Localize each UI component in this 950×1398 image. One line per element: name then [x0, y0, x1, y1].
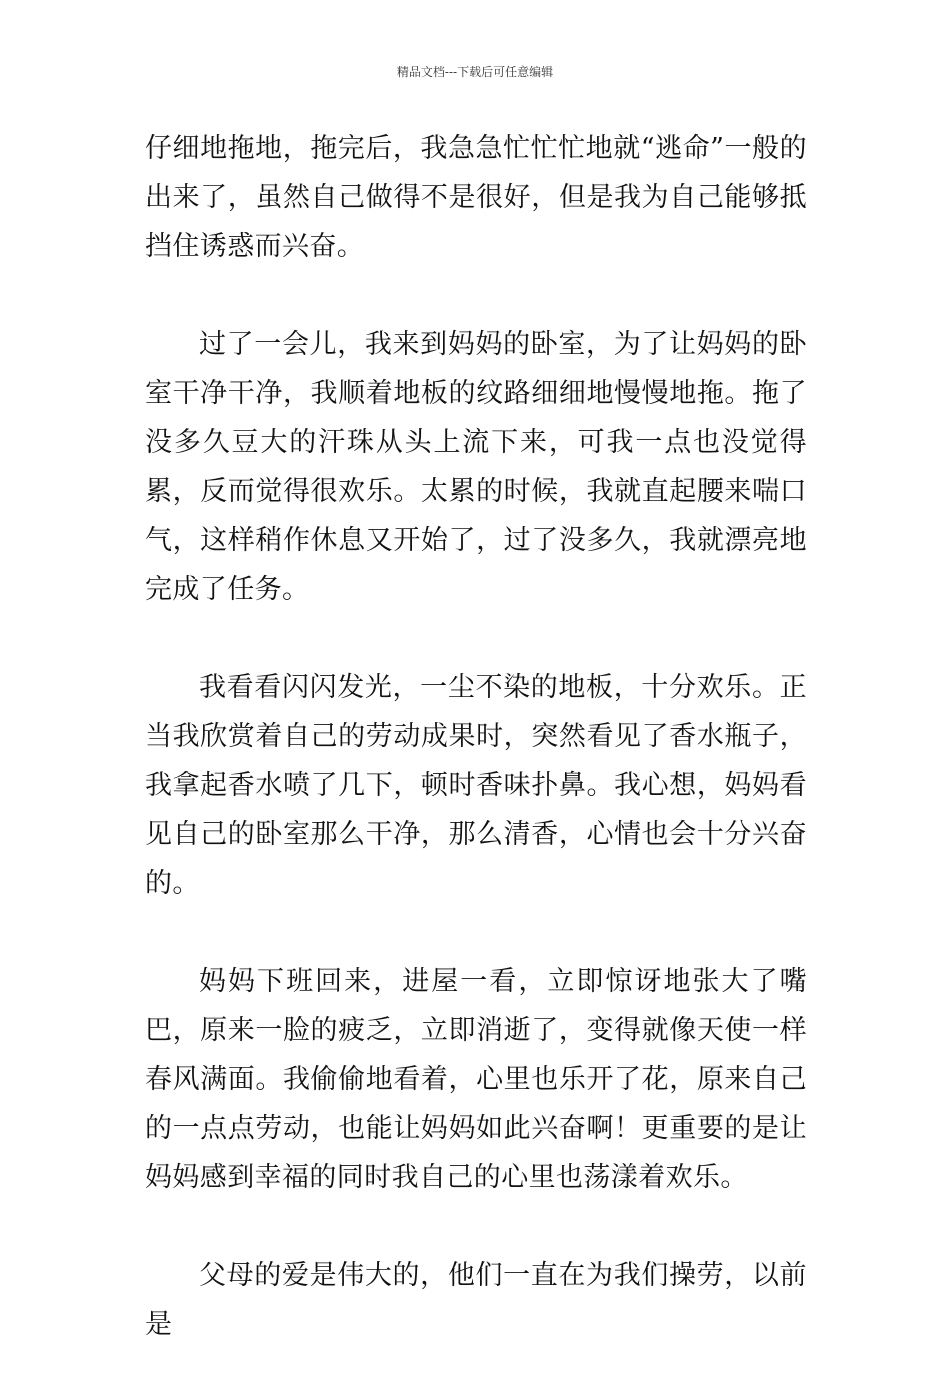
paragraph-3: 我看看闪闪发光，一尘不染的地板，十分欢乐。正当我欣赏着自己的劳动成果时，突然看见了香水瓶子，我拿起香水喷了几下，顿时香味扑鼻。我心想，妈妈看见自己的卧室那么干净，那么清香，心情也会十分兴奋的。 [145, 672, 807, 899]
paragraph-1: 仔细地拖地，拖完后，我急急忙忙忙地就“逃命”一般的出来了，虽然自己做得不是很好，但是我为自己能够抵挡住诱惑而兴奋。 [145, 133, 807, 262]
paragraph-2: 过了一会儿，我来到妈妈的卧室，为了让妈妈的卧室干净干净，我顺着地板的纹路细细地慢慢地拖。拖了没多久豆大的汗珠从头上流下来，可我一点也没觉得累，反而觉得很欢乐。太累的时候，我就直起腰来喘口气，这样稍作休息又开始了，过了没多久，我就漂亮地完成了任务。 [145, 329, 807, 605]
paragraph-4: 妈妈下班回来，进屋一看，立即惊讶地张大了嘴巴，原来一脸的疲乏，立即消逝了，变得就像天使一样春风满面。我偷偷地看着，心里也乐开了花，原来自己的一点点劳动，也能让妈妈如此兴奋啊！更重要的是让妈妈感到幸福的同时我自己的心里也荡漾着欢乐。 [145, 966, 807, 1193]
paragraph-5: 父母的爱是伟大的，他们一直在为我们操劳，以前是 [145, 1260, 807, 1340]
page-header: 精品文档---下载后可任意编辑 [396, 65, 554, 79]
document-body [145, 124, 807, 1398]
